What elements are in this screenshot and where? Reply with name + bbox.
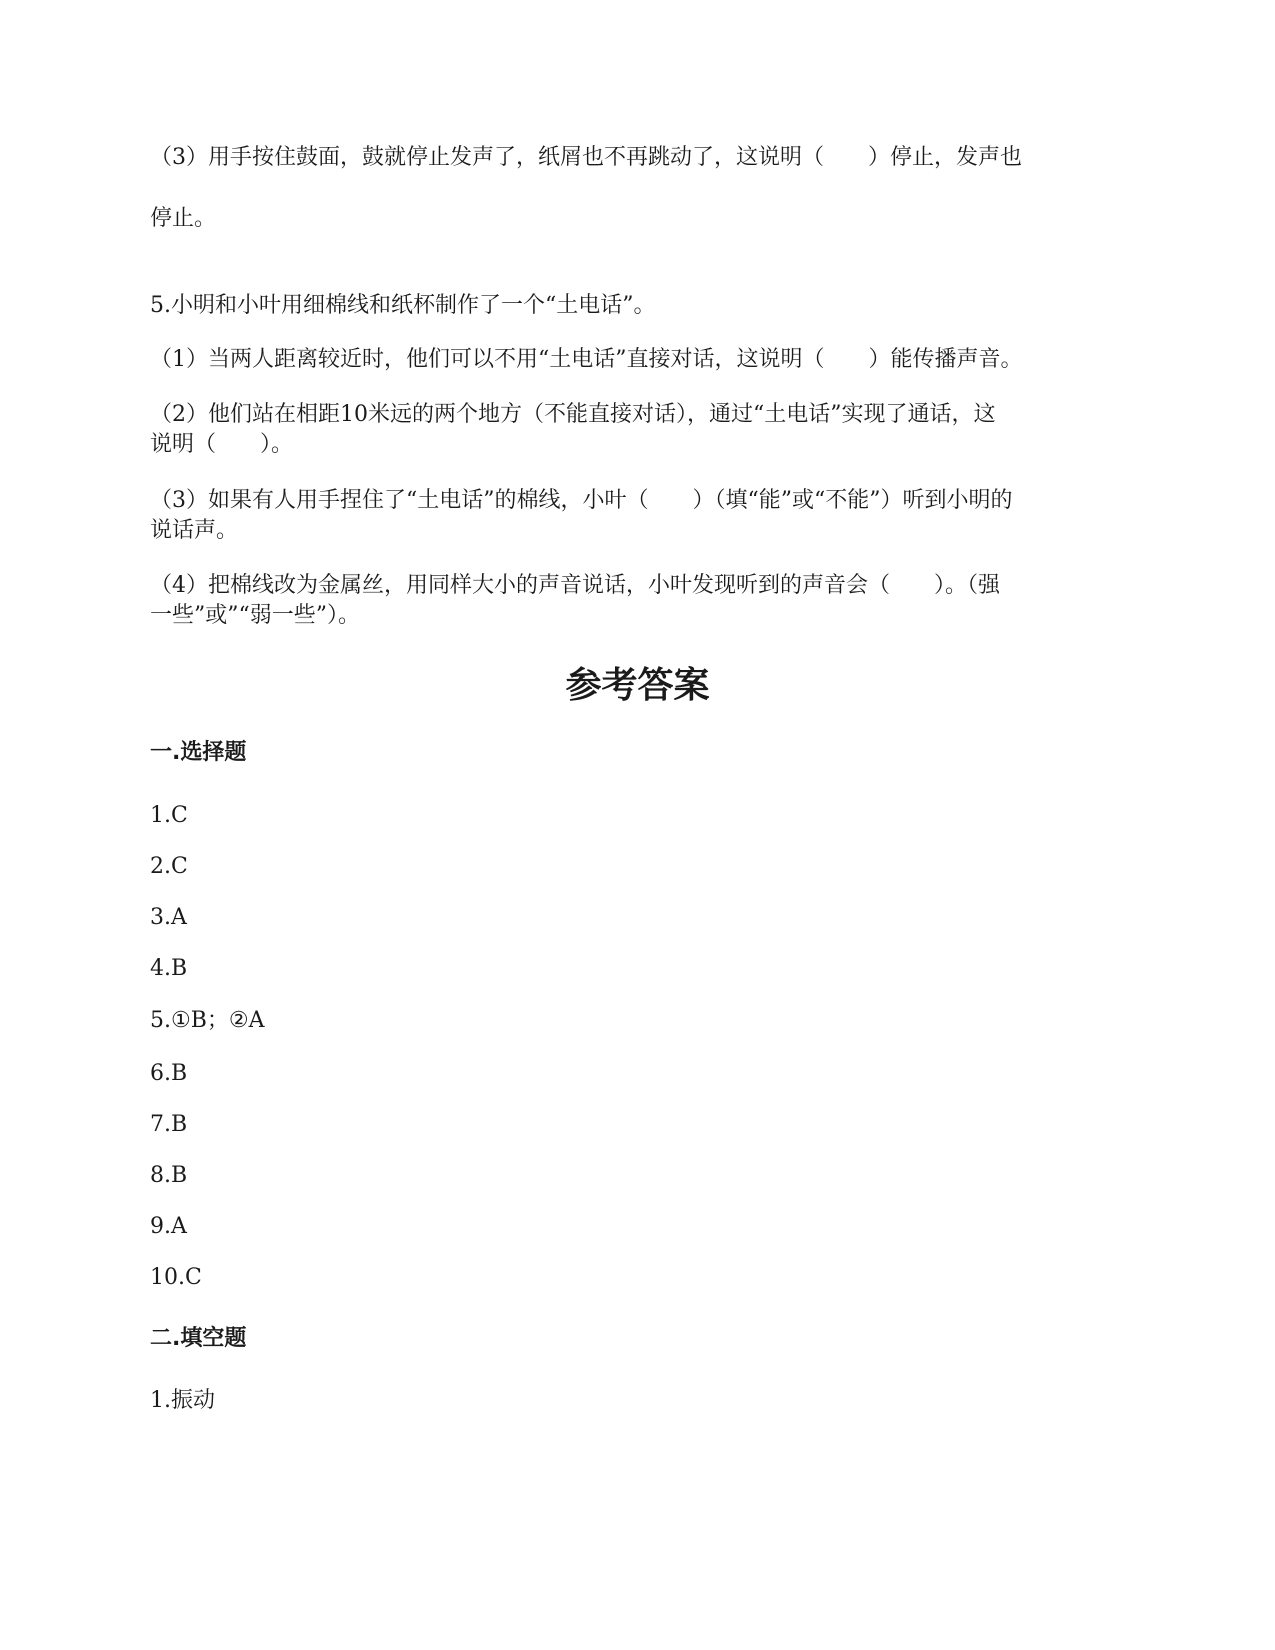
section-heading-fill: 二.填空题 [150,1326,247,1351]
answer-item: 5.①B；②A [150,1008,265,1033]
answer-item: 4.B [150,956,188,981]
answer-item: 3.A [150,905,187,930]
answer-item: 9.A [150,1214,187,1239]
answer-item: 7.B [150,1112,188,1137]
question-5-intro: 5.小明和小叶用细棉线和纸杯制作了一个“土电话”。 [150,293,656,318]
answer-item: 1.C [150,803,188,828]
section-heading-choice: 一.选择题 [150,740,247,765]
question-5-part-1: （1）当两人距离较近时，他们可以不用“土电话”直接对话，这说明（ ）能传播声音。 [150,347,1023,372]
answer-item: 1.振动 [150,1388,215,1413]
answers-title: 参考答案 [565,665,710,706]
text-line: 说话声。 [150,518,239,543]
answer-item: 10.C [150,1265,202,1290]
text-line: 停止。 [150,206,217,231]
answer-item: 8.B [150,1163,188,1188]
question-5-part-4: （4）把棉线改为金属丝，用同样大小的声音说话，小叶发现听到的声音会（ ）。（强 [150,573,1001,598]
text-line: 说明（ ）。 [150,432,294,457]
question-5-part-3: （3）如果有人用手捏住了“土电话”的棉线，小叶（ ）（填“能”或“不能”）听到小明的 [150,488,1013,513]
text-line: 一些”或”“弱一些”）。 [150,603,360,628]
answer-item: 2.C [150,854,188,879]
question-5-part-2: （2）他们站在相距10米远的两个地方（不能直接对话），通过“土电话”实现了通话，这 [150,402,996,427]
text-line: （3）用手按住鼓面，鼓就停止发声了，纸屑也不再跳动了，这说明（ ）停止，发声也 [150,145,1023,170]
answer-item: 6.B [150,1061,188,1086]
